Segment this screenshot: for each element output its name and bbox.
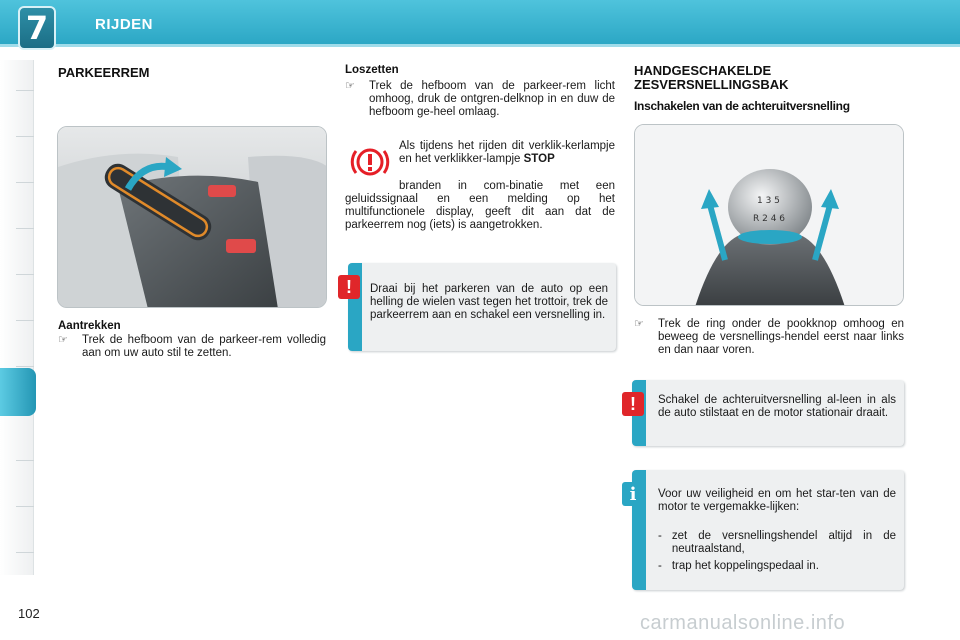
gear-knob-illustration [634, 124, 904, 306]
safety-info-note [629, 470, 904, 590]
gearbox-title: HANDGESCHAKELDE ZESVERSNELLINGSBAK [634, 63, 789, 92]
hand-pointer-icon: ☞ [345, 80, 355, 92]
brake-warning-light-icon [350, 142, 390, 182]
gearbox-bullet [634, 318, 904, 357]
reverse-warning-text: Schakel de achteruitversnelling al-leen in als de auto stilstaat en de motor stationair draait. [658, 394, 896, 419]
warning-lead-text [399, 140, 615, 166]
svg-text:1 3 5: 1 3 5 [757, 196, 780, 206]
apply-bullet-text: Trek de hefboom van de parkeer-rem volledig aan om uw auto stil te zetten. [82, 334, 326, 359]
side-tab-divider [16, 460, 34, 461]
apply-heading: Aantrekken [58, 320, 121, 332]
warning-stop: STOP [523, 153, 555, 165]
safety-info-item-text: trap het koppelingspedaal in. [671, 560, 819, 572]
release-bullet-text: Trek de hefboom van de parkeer-rem licht omhoog, druk de ontgren-delknop in en duw de hefboom ge-heel omlaag. [369, 80, 615, 118]
reverse-warning-note [632, 380, 904, 446]
parking-brake-illustration [57, 126, 327, 308]
hand-pointer-icon: ☞ [634, 318, 644, 330]
svg-text:R 2 4 6: R 2 4 6 [753, 214, 786, 224]
side-tab-divider [16, 136, 34, 137]
chapter-badge [18, 6, 56, 50]
info-icon: i [622, 482, 644, 506]
safety-info-intro: Voor uw veiligheid en om het star-ten van de motor te vergemakke-lijken: [658, 488, 896, 513]
exclamation-icon: ! [622, 392, 644, 416]
release-heading: Loszetten [345, 64, 399, 76]
safety-info-item: - zet de versnellingshendel altijd in de neutraalstand, [658, 530, 896, 555]
warning-rest-text: branden in com-binatie met een geluidssignaal en een melding op het multifunctionele display, geeft dit aan dat de parkeerrem nog (iets) is aangetrokken. [345, 180, 615, 231]
side-tab-divider [16, 274, 34, 275]
side-tab-active[interactable] [0, 368, 36, 416]
watermark: carmanualsonline.info [640, 612, 846, 634]
parking-brake-title: PARKEERREM [58, 65, 150, 80]
hand-pointer-icon: ☞ [58, 334, 68, 346]
safety-info-item-text: zet de versnellingshendel altijd in de neutraalstand, [671, 530, 896, 555]
header-strip [0, 44, 960, 47]
safety-info-item: - trap het koppelingspedaal in. [658, 560, 819, 572]
chapter-title: RIJDEN [95, 16, 154, 33]
side-tab-divider [16, 320, 34, 321]
apply-bullet [58, 334, 326, 360]
parking-note-text: Draai bij het parkeren van de auto op een helling de wielen vast tegen het trottoir, trek de parkeerrem aan en schakel een versnelling in. [370, 283, 608, 321]
side-tab-divider [16, 366, 34, 367]
release-bullet [345, 80, 615, 119]
gearbox-bullet-text: Trek de ring onder de pookknop omhoog en beweeg de versnellings-hendel eerst naar links en dan naar voren. [658, 318, 904, 356]
side-tab-divider [16, 90, 34, 91]
gearbox-subtitle: Inschakelen van de achteruitversnelling [634, 99, 850, 113]
page-number: 102 [18, 606, 40, 621]
chapter-number: 7 [25, 9, 49, 47]
exclamation-icon: ! [338, 275, 360, 299]
warning-lead: Als tijdens het rijden dit verklik-kerlampje en het verklikker-lampje [399, 140, 615, 165]
side-tab-divider [16, 228, 34, 229]
parking-note [348, 263, 616, 351]
side-tabs [0, 60, 34, 575]
side-tab-divider [16, 506, 34, 507]
side-tab-divider [16, 552, 34, 553]
side-tab-divider [16, 182, 34, 183]
